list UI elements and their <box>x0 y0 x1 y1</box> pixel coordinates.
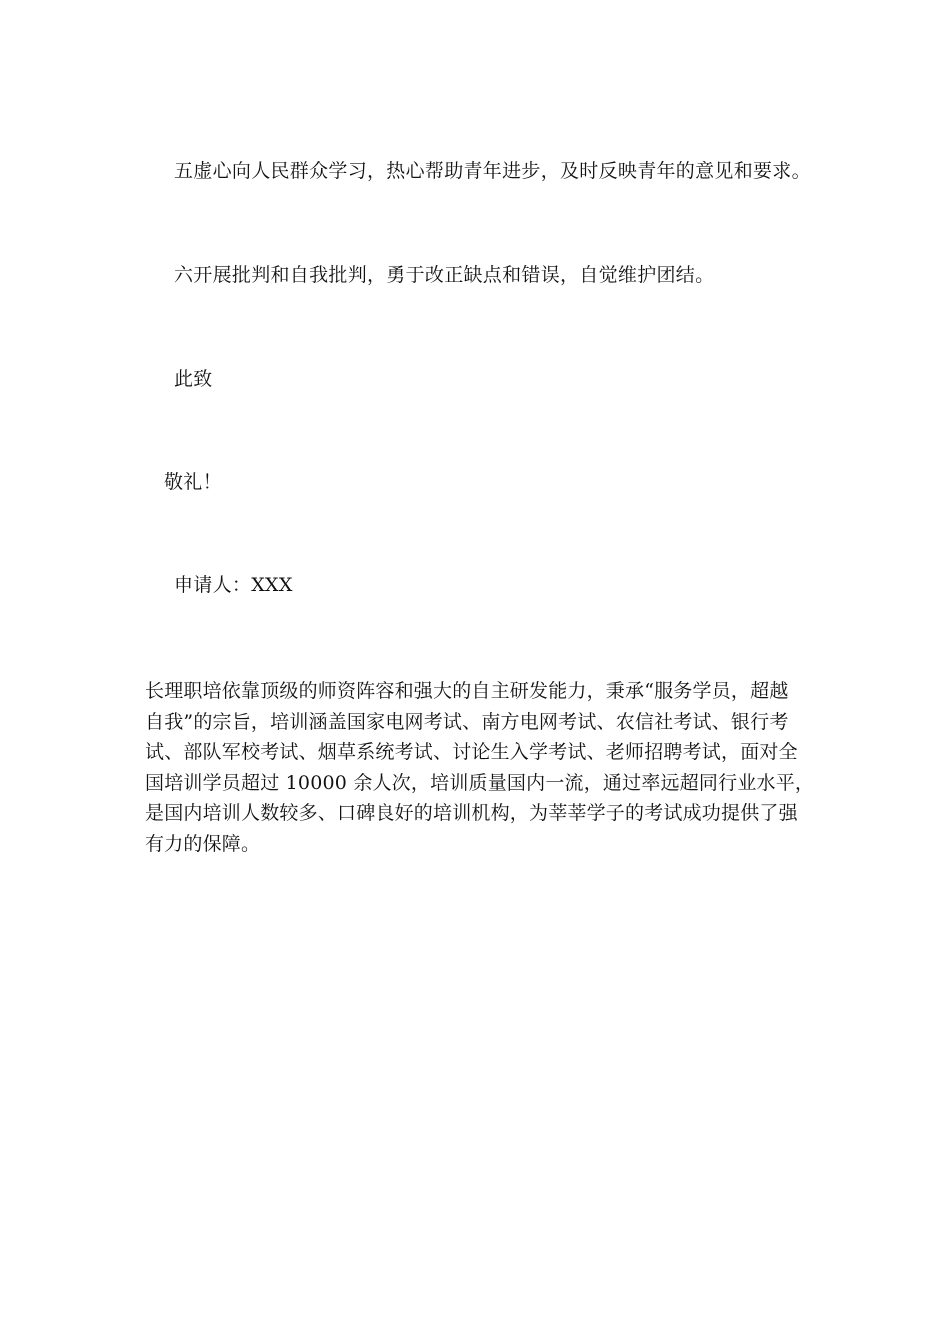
promo-line: 长理职培依靠顶级的师资阵容和强大的自主研发能力，秉承“服务学员，超越 <box>145 680 789 702</box>
item-six-paragraph: 六开展批判和自我批判，勇于改正缺点和错误，自觉维护团结。 <box>174 264 715 286</box>
item-five-paragraph: 五虚心向人民群众学习，热心帮助青年进步，及时反映青年的意见和要求。 <box>174 160 811 182</box>
applicant-signature: 申请人：XXX <box>174 574 293 596</box>
promo-line: 自我”的宗旨，培训涵盖国家电网考试、南方电网考试、农信社考试、银行考 <box>145 710 789 733</box>
promo-line: 是国内培训人数较多、口碑良好的培训机构，为莘莘学子的考试成功提供了强 <box>145 802 798 824</box>
closing-salutation: 此致 <box>174 368 213 390</box>
promo-line: 试、部队军校考试、烟草系统考试、讨论生入学考试、老师招聘考试，面对全 <box>145 741 798 763</box>
promo-line: 有力的保障。 <box>145 832 261 855</box>
promo-paragraph <box>145 676 815 859</box>
promo-line: 国培训学员超过 10000 余人次，培训质量国内一流，通过率远超同行业水平， <box>145 771 815 794</box>
closing-regards: 敬礼！ <box>164 471 222 493</box>
